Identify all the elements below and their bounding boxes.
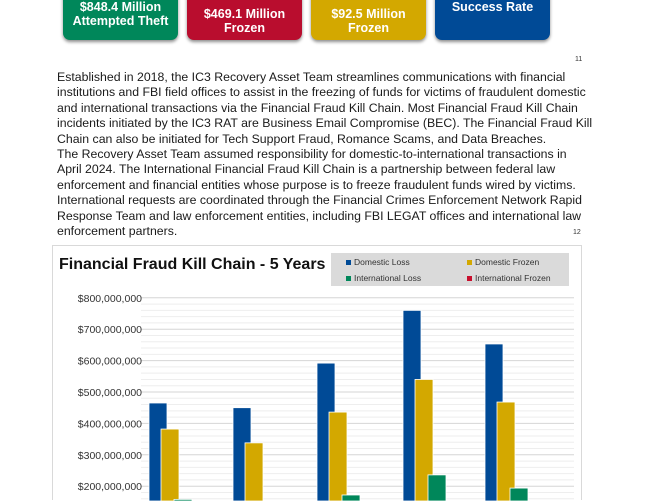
legend-item xyxy=(346,273,421,283)
international-frozen-card xyxy=(311,0,426,40)
domestic-frozen-card xyxy=(187,0,302,40)
y-tick-label: $500,000,000 xyxy=(77,387,142,399)
chart-title: Financial Fraud Kill Chain - 5 Years xyxy=(59,256,326,273)
bar-domestic-frozen xyxy=(245,443,263,501)
legend-label: Domestic Frozen xyxy=(475,257,540,267)
y-tick-label: $300,000,000 xyxy=(77,449,142,462)
y-tick-label: $200,000,000 xyxy=(77,481,142,494)
bar-domestic-frozen xyxy=(329,412,347,501)
paragraph-line: Response Team and law enforcement entities, including FBI LEGAT offices and international law xyxy=(57,208,582,223)
bar-domestic-frozen xyxy=(161,429,179,501)
paragraph-line: and international transactions via the Financial Fraud Kill Chain. Most Financial Fraud Kill Chain xyxy=(57,100,578,115)
card-label: Frozen xyxy=(348,21,389,35)
bar-domestic-frozen xyxy=(497,402,515,501)
legend-swatch xyxy=(346,260,351,265)
legend-item xyxy=(467,273,551,283)
legend-swatch xyxy=(467,276,472,281)
card-label: Attempted Theft xyxy=(72,14,169,28)
paragraph-line: institutions and FBI field offices to assist in the freezing of funds for victims of fraudulent domestic xyxy=(57,85,586,100)
bar-international-loss xyxy=(342,495,360,501)
bar-international-loss xyxy=(510,488,528,501)
success-rate-card xyxy=(435,0,550,40)
paragraph-line: Established in 2018, the IC3 Recovery Asset Team streamlines communications with financial xyxy=(57,70,566,84)
paragraph-line: Chain can also be initiated for Tech Support Fraud, Romance Scams, and Data Breaches. xyxy=(57,131,547,146)
paragraph-line: enforcement and financial entities whose purpose is to freeze fraudulent funds wired by victims. xyxy=(57,177,576,192)
chart-legend xyxy=(331,253,569,286)
chart xyxy=(52,245,582,500)
paragraph-line: International requests are coordinated through the Financial Crimes Enforcement Network Rapid xyxy=(57,193,582,208)
attempted-theft-card xyxy=(63,0,178,40)
paragraph-line: The Recovery Asset Team assumed responsibility for domestic-to-international transactions in xyxy=(57,147,567,162)
bar-international-loss xyxy=(428,475,446,501)
legend-label: International Loss xyxy=(354,273,422,283)
card-value: $848.4 Million xyxy=(79,0,162,14)
legend-swatch xyxy=(467,260,472,265)
y-tick-label: $400,000,000 xyxy=(77,418,142,431)
legend-label: International Frozen xyxy=(475,273,551,283)
legend-label: Domestic Loss xyxy=(354,257,410,267)
card-label: Success Rate xyxy=(451,0,534,14)
footnote-number: 11 xyxy=(575,56,583,63)
legend-item xyxy=(346,257,410,267)
paragraph-line: incidents initiated by the IC3 RAT are Business Email Compromise (BEC). The Financial Fraud Kill xyxy=(57,116,593,131)
y-tick-label: $600,000,000 xyxy=(77,355,142,368)
footnote-number: 12 xyxy=(573,229,581,236)
y-tick-label: $700,000,000 xyxy=(77,324,142,337)
legend-item xyxy=(467,257,539,267)
paragraph-line: enforcement partners. xyxy=(57,224,178,239)
card-value: $469.1 Million xyxy=(203,7,286,21)
card-value: $92.5 Million xyxy=(331,7,406,21)
card-label: Frozen xyxy=(224,21,265,35)
paragraph-line: April 2024. The International Financial Fraud Kill Chain is a partnership between federal law xyxy=(57,162,556,177)
legend-swatch xyxy=(346,276,351,281)
body-paragraph xyxy=(57,70,593,239)
y-tick-label: $800,000,000 xyxy=(77,292,142,305)
